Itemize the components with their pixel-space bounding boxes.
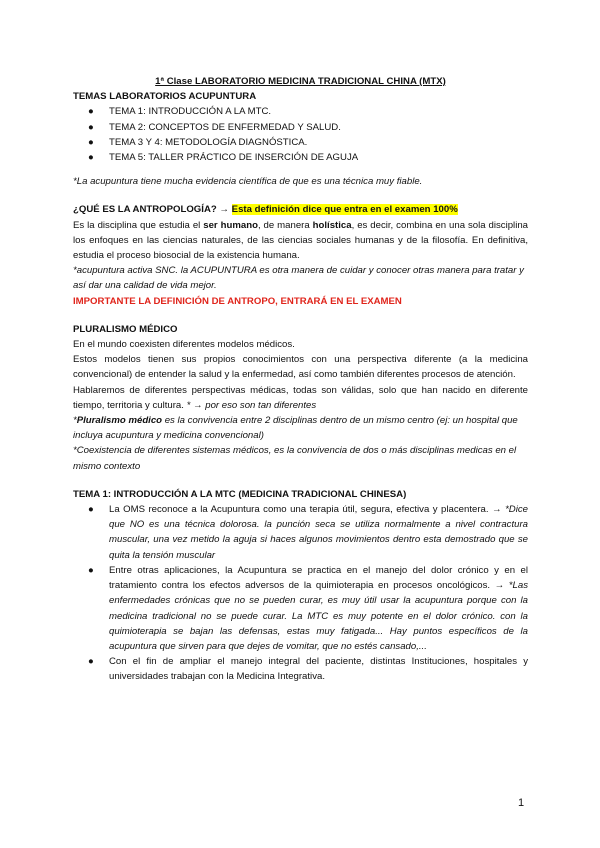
list-item (73, 135, 528, 150)
page-number: 1 (518, 797, 525, 809)
list-item (73, 654, 528, 684)
bullet-icon: ● (88, 564, 94, 576)
definition-text: Es la disciplina que estudia el (73, 219, 204, 231)
paragraph-note: * → por eso son tan diferentes (186, 399, 317, 411)
definition-text: , de manera (257, 219, 313, 231)
list-item-text: La OMS reconoce a la Acupuntura como una terapia útil, segura, efectiva y placentera. → (109, 504, 506, 516)
exam-highlight: Esta definición dice que entra en el examen 100% (231, 204, 458, 216)
antropologia-heading: ¿QUÉ ES LA ANTROPOLOGÍA? (73, 204, 217, 216)
note-text: es la convivencia entre 2 disciplinas dentro de un mismo centro (ej: un hospital que incluya acupuntura y medicina convencional) (73, 415, 518, 442)
pluralismo-paragraph: En el mundo coexisten diferentes modelos médicos. (73, 339, 295, 351)
list-item-text: TEMA 5: TALLER PRÁCTICO DE INSERCIÓN DE AGUJA (109, 152, 359, 164)
pluralismo-note: *Coexistencia de diferentes sistemas médicos, es la convivencia de dos o más disciplinas medicas en el mismo contexto (73, 445, 517, 472)
bullet-icon: ● (88, 136, 94, 148)
list-item-text: TEMA 1: INTRODUCCIÓN A LA MTC. (109, 106, 272, 118)
document-content (73, 74, 528, 685)
definition-bold: ser humano (203, 219, 258, 231)
important-notice: IMPORTANTE LA DEFINICIÓN DE ANTROPO, ENTRARÁ EN EL EXAMEN (73, 295, 402, 307)
bullet-icon: ● (88, 656, 94, 668)
list-item-text: Entre otras aplicaciones, la Acupuntura se practica en el manejo del dolor crónico y en el tratamiento contra los efectos adversos de la quimioterapia en procesos oncológicos. → (109, 564, 528, 592)
definition-text: , es decir, combina en una sola disciplina los enfoques en las ciencias naturales, de las ciencias sociales humanas y de la filosofía. En definitiva, estudia el proceso biosocial de la existencia humana. (73, 219, 528, 262)
tema1-heading: TEMA 1: INTRODUCCIÓN A LA MTC (MEDICINA TRADICIONAL CHINESA) (73, 488, 407, 500)
paragraph-text: Hablaremos de diferentes perspectivas médicas, todas son válidas, solo que han nacido en diferente tiempo, territoria y cultura. (73, 384, 528, 411)
bullet-icon: ● (88, 106, 94, 118)
bullet-icon: ● (88, 152, 94, 164)
definition-bold: holística (312, 219, 352, 231)
pluralismo-note (73, 413, 528, 443)
list-item-text: TEMA 2: CONCEPTOS DE ENFERMEDAD Y SALUD. (109, 121, 341, 133)
antropologia-definition (73, 218, 528, 264)
tema1-list (73, 502, 528, 684)
bullet-icon: ● (88, 504, 94, 516)
list-item-text: TEMA 3 Y 4: METODOLOGÍA DIAGNÓSTICA. (109, 136, 308, 148)
list-item-note: *Las enfermedades crónicas que no se pueden curar, es muy útil usar la acupuntura porque con la medicina tradicional no se puede curar. La MTC es muy potente en el dolor crónico. con la quimioterapia se bajan las defensas, estas muy fatigada... Hay puntos específicos de la acupuntura que sirven para que dejes de vomitar, que no estés cansado,... (109, 580, 528, 652)
bullet-icon: ● (88, 121, 94, 133)
temas-list (73, 104, 528, 165)
list-item (73, 150, 528, 165)
list-item (73, 563, 528, 654)
note-term: Pluralismo médico (76, 415, 163, 427)
arrow-icon: → (216, 204, 232, 216)
temas-heading: TEMAS LABORATORIOS ACUPUNTURA (73, 91, 257, 103)
pluralismo-heading: PLURALISMO MÉDICO (73, 323, 178, 335)
list-item (73, 502, 528, 563)
temas-note: *La acupuntura tiene mucha evidencia científica de que es una técnica muy fiable. (73, 176, 423, 188)
list-item (73, 120, 528, 135)
list-item-note: *Dice que NO es una técnica dolorosa. la punción seca se utiliza normalmente a nivel contractura muscular, una vez metido la aguja si haces algunos movimientos dentro esta demostrado que se quita la tensión muscular (109, 504, 528, 561)
list-item-text: Con el fin de ampliar el manejo integral del paciente, distintas Instituciones, hospitales y universidades trabajan con la Medicina Integrativa. (109, 656, 528, 683)
note-star: * (73, 415, 77, 427)
document-title: 1ª Clase LABORATORIO MEDICINA TRADICIONAL CHINA (MTX) (155, 76, 446, 87)
list-item (73, 104, 528, 119)
antropologia-note: *acupuntura activa SNC. la ACUPUNTURA es otra manera de cuidar y conocer otras manera para tratar y así dar una calidad de vida mejor. (73, 265, 524, 292)
pluralismo-paragraph: Estos modelos tienen sus propios conocimientos con una perspectiva diferente (a la medicina convencional) de entender la salud y la enfermedad, así como también diferentes procesos de atención. (73, 354, 528, 381)
antropologia-heading-line (73, 202, 528, 217)
pluralismo-paragraph (73, 383, 528, 413)
